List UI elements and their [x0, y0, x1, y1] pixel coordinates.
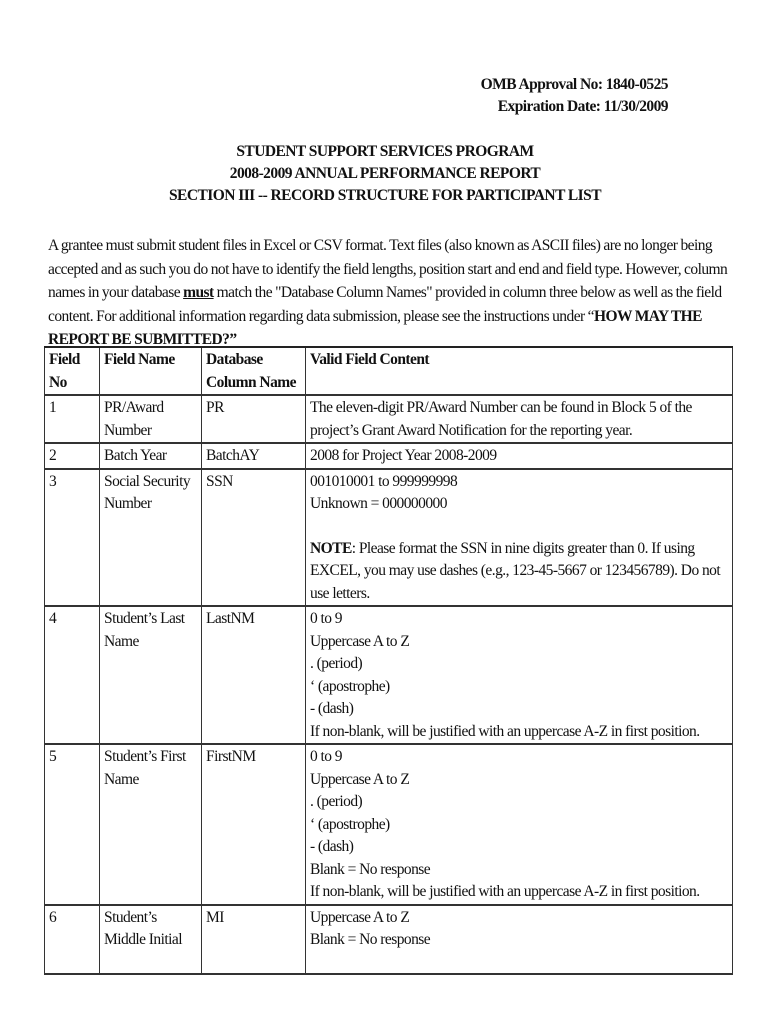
db-column-name: BatchAY: [202, 443, 306, 469]
valid-field-content: [306, 443, 733, 469]
omb-approval: OMB Approval No: 1840-0525: [480, 76, 668, 93]
content-line: 2008 for Project Year 2008-2009: [310, 447, 497, 464]
document-title: [0, 141, 770, 207]
intro-text: A grantee must submit student files in Excel or CSV format. Text files (also known as ASCII files) are no longer being accepted and as such you do not have to identify the field lengths, position start and end and field type. However, column names in your database: [48, 237, 728, 301]
note-label: NOTE: [310, 539, 352, 557]
field-no: 5: [45, 744, 100, 905]
content-line: 0 to 9: [310, 610, 343, 627]
content-line: Uppercase A to Z: [310, 632, 410, 650]
content-line: Unknown = 000000000: [310, 495, 447, 512]
valid-field-content: [306, 905, 733, 974]
table-row: [45, 905, 733, 974]
table-row: [45, 744, 733, 905]
table-row: [45, 469, 733, 607]
content-line: . (period): [310, 655, 363, 672]
content-line: Uppercase A to Z: [310, 770, 410, 788]
field-name: PR/Award Number: [100, 395, 202, 443]
content-line: - (dash): [310, 700, 354, 717]
valid-field-content: [306, 469, 733, 607]
content-line: 001010001 to 999999998: [310, 472, 458, 490]
intro-text-2: match the "Database Column Names" provided in column three below as well as the field content. For additional information regarding data submission, please see the instructions under “: [48, 284, 722, 325]
intro-bold-reference: HOW MAY THE REPORT BE SUBMITTED?”: [48, 307, 702, 348]
intro-emphasis: must: [183, 284, 214, 301]
field-name: Student’s Last Name: [100, 606, 202, 744]
content-line: If non-blank, will be justified with an uppercase A-Z in first position.: [310, 722, 700, 740]
note-text: : Please format the SSN in nine digits greater than 0. If using EXCEL, you may use dashes (e.g., 123-45-5667 or 123456789). Do not use letters.: [310, 539, 721, 602]
header-field-name: Field Name: [100, 347, 202, 395]
header-valid-content: Valid Field Content: [306, 347, 733, 395]
db-column-name: PR: [202, 395, 306, 443]
table-row: [45, 606, 733, 744]
field-name: Batch Year: [100, 443, 202, 469]
content-line: The eleven-digit PR/Award Number can be found in Block 5 of the project’s Grant Award Notification for the reporting year.: [310, 399, 692, 439]
content-line: . (period): [310, 793, 363, 810]
field-no: 3: [45, 469, 100, 607]
content-line: ‘ (apostrophe): [310, 677, 390, 695]
program-title: STUDENT SUPPORT SERVICES PROGRAM: [236, 143, 534, 160]
content-line: 0 to 9: [310, 748, 343, 765]
db-column-name: LastNM: [202, 606, 306, 744]
field-name: Student’s First Name: [100, 744, 202, 905]
expiration-date: Expiration Date: 11/30/2009: [497, 98, 668, 115]
report-title: 2008-2009 ANNUAL PERFORMANCE REPORT: [229, 165, 541, 182]
valid-field-content: [306, 606, 733, 744]
table-row: [45, 395, 733, 443]
field-no: 2: [45, 443, 100, 469]
db-column-name: MI: [202, 905, 306, 974]
valid-field-content: [306, 395, 733, 443]
content-line: Blank = No response: [310, 931, 431, 948]
header-db-column: Database Column Name: [202, 347, 306, 395]
field-name: Social Security Number: [100, 469, 202, 607]
record-structure-table: [44, 346, 733, 975]
content-line: - (dash): [310, 838, 354, 855]
content-line: If non-blank, will be justified with an uppercase A-Z in first position.: [310, 883, 700, 900]
content-line: ‘ (apostrophe): [310, 815, 390, 833]
content-line: Uppercase A to Z: [310, 908, 410, 926]
db-column-name: FirstNM: [202, 744, 306, 905]
content-line: Blank = No response: [310, 860, 431, 878]
ssn-note: [310, 538, 728, 606]
intro-paragraph: [48, 234, 738, 352]
field-name: Student’s Middle Initial: [100, 905, 202, 974]
field-no: 4: [45, 606, 100, 744]
db-column-name: SSN: [202, 469, 306, 607]
header-field-no: Field No: [45, 347, 100, 395]
omb-info: [481, 74, 668, 118]
table-row: [45, 443, 733, 469]
section-title: SECTION III -- RECORD STRUCTURE FOR PARTICIPANT LIST: [168, 187, 602, 204]
table-header-row: [45, 347, 733, 395]
valid-field-content: [306, 744, 733, 905]
field-no: 6: [45, 905, 100, 974]
field-no: 1: [45, 395, 100, 443]
